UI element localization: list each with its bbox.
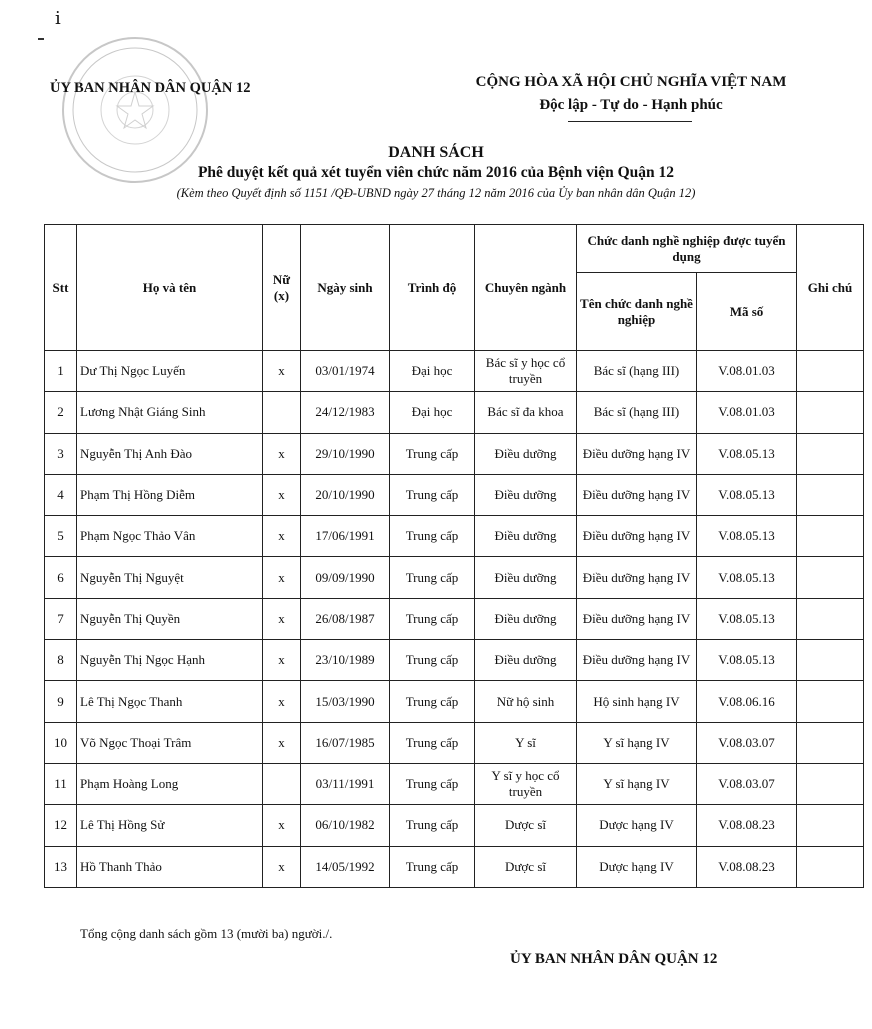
cell-position-title: Y sĩ hạng IV	[577, 722, 697, 763]
cell-level: Trung cấp	[390, 640, 475, 681]
cell-dob: 03/11/1991	[301, 763, 390, 804]
table-row	[45, 516, 864, 557]
signing-organization: ỦY BAN NHÂN DÂN QUẬN 12	[510, 951, 718, 967]
document-subtitle: Phê duyệt kết quả xét tuyển viên chức năm 2016 của Bệnh viện Quận 12	[197, 164, 675, 181]
cell-position-title: Điều dưỡng hạng IV	[577, 516, 697, 557]
cell-position-title: Điều dưỡng hạng IV	[577, 557, 697, 598]
cell-position-title: Điều dưỡng hạng IV	[577, 640, 697, 681]
header-position-title: Tên chức danh nghề nghiệp	[577, 273, 697, 351]
cell-note	[797, 805, 864, 846]
cell-stt: 9	[45, 681, 77, 722]
header-level: Trình độ	[390, 225, 475, 351]
cell-dob: 14/05/1992	[301, 846, 390, 887]
cell-code: V.08.05.13	[697, 557, 797, 598]
cell-dob: 26/08/1987	[301, 598, 390, 639]
cell-note	[797, 763, 864, 804]
cell-code: V.08.05.13	[697, 516, 797, 557]
cell-dob: 03/01/1974	[301, 351, 390, 392]
total-summary: Tổng cộng danh sách gồm 13 (mười ba) người./.	[80, 926, 333, 941]
cell-level: Trung cấp	[390, 763, 475, 804]
table-row	[45, 433, 864, 474]
table-row	[45, 392, 864, 433]
table-row	[45, 598, 864, 639]
cell-female	[263, 392, 301, 433]
cell-stt: 5	[45, 516, 77, 557]
cell-position-title: Điều dưỡng hạng IV	[577, 598, 697, 639]
header-dob: Ngày sinh	[301, 225, 390, 351]
cell-level: Trung cấp	[390, 681, 475, 722]
cell-dob: 06/10/1982	[301, 805, 390, 846]
cell-major: Điều dưỡng	[475, 474, 577, 515]
cell-female: x	[263, 516, 301, 557]
cell-stt: 6	[45, 557, 77, 598]
cell-female: x	[263, 640, 301, 681]
cell-name: Phạm Thị Hồng Diễm	[77, 474, 263, 515]
cell-major: Điều dưỡng	[475, 433, 577, 474]
cell-level: Trung cấp	[390, 805, 475, 846]
cell-female: x	[263, 598, 301, 639]
cell-position-title: Bác sĩ (hạng III)	[577, 351, 697, 392]
table-row	[45, 805, 864, 846]
cell-code: V.08.01.03	[697, 392, 797, 433]
cell-name: Lê Thị Ngọc Thanh	[77, 681, 263, 722]
cell-code: V.08.03.07	[697, 763, 797, 804]
cell-dob: 09/09/1990	[301, 557, 390, 598]
cell-note	[797, 846, 864, 887]
cell-code: V.08.05.13	[697, 474, 797, 515]
cell-name: Lương Nhật Giáng Sinh	[77, 392, 263, 433]
cell-level: Đại học	[390, 392, 475, 433]
header-note: Ghi chú	[797, 225, 864, 351]
cell-name: Võ Ngọc Thoại Trâm	[77, 722, 263, 763]
cell-level: Trung cấp	[390, 516, 475, 557]
cell-female	[263, 763, 301, 804]
cell-note	[797, 557, 864, 598]
table-row	[45, 640, 864, 681]
tick-mark: ⅰ	[55, 8, 61, 28]
cell-name: Nguyễn Thị Ngọc Hạnh	[77, 640, 263, 681]
header-female: Nữ (x)	[263, 225, 301, 351]
cell-female: x	[263, 805, 301, 846]
margin-dash	[38, 38, 44, 40]
header-stt: Stt	[45, 225, 77, 351]
cell-position-title: Dược hạng IV	[577, 846, 697, 887]
cell-code: V.08.05.13	[697, 640, 797, 681]
cell-name: Nguyễn Thị Nguyệt	[77, 557, 263, 598]
header-major: Chuyên ngành	[475, 225, 577, 351]
cell-name: Hồ Thanh Thảo	[77, 846, 263, 887]
cell-level: Trung cấp	[390, 722, 475, 763]
national-motto: Độc lập - Tự do - Hạnh phúc	[539, 97, 723, 113]
national-title: CỘNG HÒA XÃ HỘI CHỦ NGHĨA VIỆT NAM	[475, 74, 787, 90]
cell-level: Trung cấp	[390, 557, 475, 598]
table-row	[45, 846, 864, 887]
cell-position-title: Y sĩ hạng IV	[577, 763, 697, 804]
cell-level: Trung cấp	[390, 846, 475, 887]
cell-code: V.08.05.13	[697, 598, 797, 639]
cell-name: Phạm Ngọc Thảo Vân	[77, 516, 263, 557]
cell-female: x	[263, 846, 301, 887]
cell-major: Dược sĩ	[475, 805, 577, 846]
cell-major: Bác sĩ đa khoa	[475, 392, 577, 433]
cell-female: x	[263, 722, 301, 763]
cell-major: Điều dưỡng	[475, 598, 577, 639]
table-row	[45, 474, 864, 515]
cell-note	[797, 640, 864, 681]
cell-major: Y sĩ y học cổ truyền	[475, 763, 577, 804]
cell-position-title: Điều dưỡng hạng IV	[577, 433, 697, 474]
cell-note	[797, 351, 864, 392]
cell-dob: 23/10/1989	[301, 640, 390, 681]
header-code: Mã số	[697, 273, 797, 351]
header-name: Họ và tên	[77, 225, 263, 351]
motto-underline	[568, 121, 692, 122]
cell-name: Nguyễn Thị Anh Đào	[77, 433, 263, 474]
cell-note	[797, 433, 864, 474]
cell-note	[797, 516, 864, 557]
attachment-note: (Kèm theo Quyết định số 1151 /QĐ-UBND ngày 27 tháng 12 năm 2016 của Ủy ban nhân dân Quận 12)	[176, 186, 696, 200]
cell-note	[797, 722, 864, 763]
cell-major: Điều dưỡng	[475, 516, 577, 557]
cell-female: x	[263, 351, 301, 392]
cell-level: Trung cấp	[390, 474, 475, 515]
table-row	[45, 557, 864, 598]
cell-stt: 12	[45, 805, 77, 846]
cell-female: x	[263, 474, 301, 515]
cell-code: V.08.08.23	[697, 846, 797, 887]
cell-stt: 8	[45, 640, 77, 681]
cell-note	[797, 474, 864, 515]
cell-note	[797, 392, 864, 433]
cell-major: Điều dưỡng	[475, 640, 577, 681]
cell-code: V.08.06.16	[697, 681, 797, 722]
cell-position-title: Điều dưỡng hạng IV	[577, 474, 697, 515]
cell-level: Trung cấp	[390, 598, 475, 639]
cell-stt: 7	[45, 598, 77, 639]
cell-code: V.08.08.23	[697, 805, 797, 846]
cell-female: x	[263, 681, 301, 722]
table-row	[45, 763, 864, 804]
cell-stt: 11	[45, 763, 77, 804]
table-row	[45, 351, 864, 392]
cell-position-title: Dược hạng IV	[577, 805, 697, 846]
cell-name: Nguyễn Thị Quyền	[77, 598, 263, 639]
document-title: DANH SÁCH	[388, 144, 484, 161]
cell-dob: 17/06/1991	[301, 516, 390, 557]
cell-note	[797, 681, 864, 722]
cell-major: Y sĩ	[475, 722, 577, 763]
cell-dob: 20/10/1990	[301, 474, 390, 515]
cell-dob: 16/07/1985	[301, 722, 390, 763]
cell-stt: 13	[45, 846, 77, 887]
cell-position-title: Hộ sinh hạng IV	[577, 681, 697, 722]
table-row	[45, 722, 864, 763]
cell-major: Dược sĩ	[475, 846, 577, 887]
cell-major: Điều dưỡng	[475, 557, 577, 598]
cell-position-title: Bác sĩ (hạng III)	[577, 392, 697, 433]
issuing-organization: ỦY BAN NHÂN DÂN QUẬN 12	[50, 80, 251, 96]
cell-note	[797, 598, 864, 639]
cell-dob: 15/03/1990	[301, 681, 390, 722]
cell-stt: 10	[45, 722, 77, 763]
cell-name: Dư Thị Ngọc Luyến	[77, 351, 263, 392]
cell-stt: 1	[45, 351, 77, 392]
cell-stt: 4	[45, 474, 77, 515]
cell-major: Nữ hộ sinh	[475, 681, 577, 722]
cell-female: x	[263, 557, 301, 598]
cell-name: Phạm Hoàng Long	[77, 763, 263, 804]
cell-code: V.08.01.03	[697, 351, 797, 392]
cell-stt: 3	[45, 433, 77, 474]
cell-level: Đại học	[390, 351, 475, 392]
cell-level: Trung cấp	[390, 433, 475, 474]
cell-stt: 2	[45, 392, 77, 433]
cell-major: Bác sĩ y học cổ truyền	[475, 351, 577, 392]
recruitment-results-table	[44, 224, 864, 888]
cell-name: Lê Thị Hồng Sử	[77, 805, 263, 846]
cell-code: V.08.05.13	[697, 433, 797, 474]
cell-dob: 24/12/1983	[301, 392, 390, 433]
cell-code: V.08.03.07	[697, 722, 797, 763]
cell-female: x	[263, 433, 301, 474]
header-position-group: Chức danh nghề nghiệp được tuyển dụng	[577, 225, 797, 273]
cell-dob: 29/10/1990	[301, 433, 390, 474]
table-row	[45, 681, 864, 722]
